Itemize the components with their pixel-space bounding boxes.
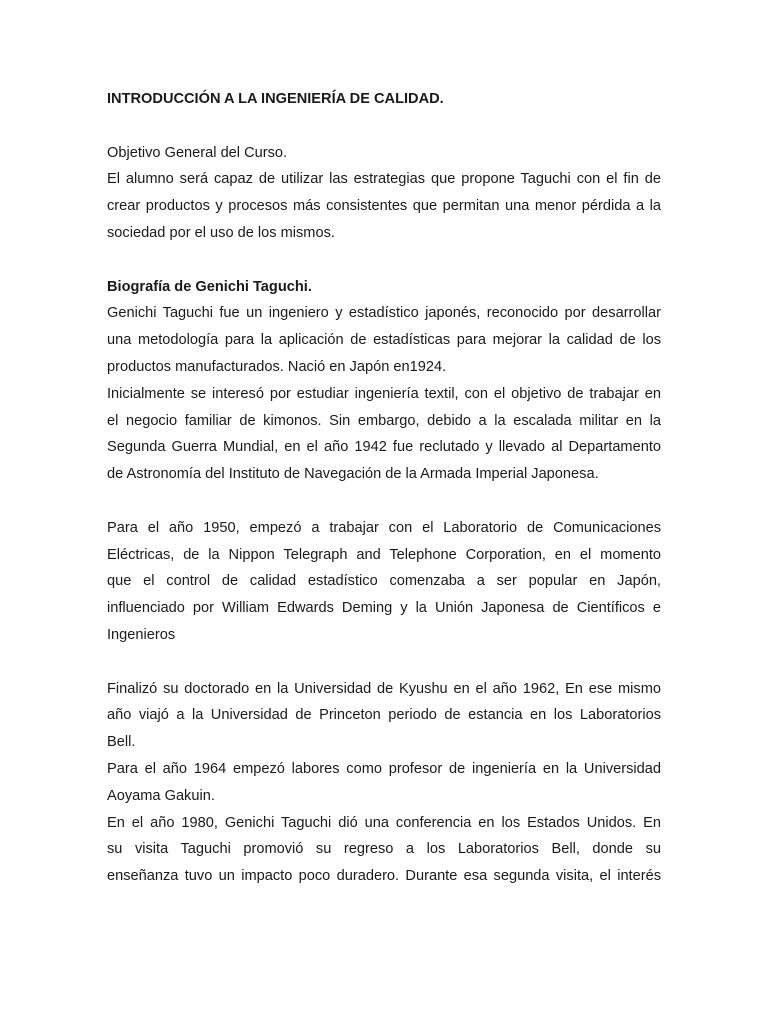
spacer [107,247,661,274]
paragraph-line: Para el año 1950, empezó a trabajar con el Laboratorio de Comunicaciones [107,519,661,536]
spacer [107,488,661,515]
paragraph-line: Bell. [107,734,136,751]
paragraph-line: Para el año 1964 empezó labores como profesor de ingeniería en la Universidad [107,760,661,777]
paragraph-line: su visita Taguchi promovió su regreso a los Laboratorios Bell, donde su [107,841,661,858]
paragraph-line: el negocio familiar de kimonos. Sin embargo, debido a la escalada militar en la [107,412,661,429]
objective-heading: Objetivo General del Curso. [107,144,288,161]
paragraph-line: año viajó a la Universidad de Princeton periodo de estancia en los Laboratorios [107,707,661,724]
document-title: INTRODUCCIÓN A LA INGENIERÍA DE CALIDAD. [107,91,444,107]
spacer [107,113,661,140]
document-page [107,86,661,890]
objective-line: sociedad por el uso de los mismos. [107,224,335,241]
biography-heading: Biografía de Genichi Taguchi. [107,278,312,295]
paragraph-line: Inicialmente se interesó por estudiar ingeniería textil, con el objetivo de trabajar en [107,385,661,402]
paragraph-line: una metodología para la aplicación de estadísticas para mejorar la calidad de los [107,332,661,349]
paragraph-line: enseñanza tuvo un impacto poco duradero. Durante esa segunda visita, el interés [107,868,661,885]
paragraph-line: Aoyama Gakuin. [107,787,215,804]
objective-line: crear productos y procesos más consistentes que permitan una menor pérdida a la [107,198,661,215]
paragraph-line: que el control de calidad estadístico comenzaba a ser popular en Japón, [107,573,661,590]
objective-line: El alumno será capaz de utilizar las estrategias que propone Taguchi con el fin de [107,171,661,188]
paragraph-line: influenciado por William Edwards Deming y la Unión Japonesa de Científicos e [107,600,661,617]
spacer [107,649,661,676]
paragraph-line: de Astronomía del Instituto de Navegación de la Armada Imperial Japonesa. [107,466,599,483]
paragraph-line: Segunda Guerra Mundial, en el año 1942 fue reclutado y llevado al Departamento [107,439,661,456]
paragraph-line: En el año 1980, Genichi Taguchi dió una conferencia en los Estados Unidos. En [107,814,661,831]
paragraph-line: Eléctricas, de la Nippon Telegraph and Telephone Corporation, en el momento [107,546,661,563]
paragraph-line: Finalizó su doctorado en la Universidad de Kyushu en el año 1962, En ese mismo [107,680,661,697]
paragraph-line: Genichi Taguchi fue un ingeniero y estadístico japonés, reconocido por desarrollar [107,305,661,322]
paragraph-line: productos manufacturados. Nació en Japón en1924. [107,358,447,375]
paragraph-line: Ingenieros [107,626,176,643]
